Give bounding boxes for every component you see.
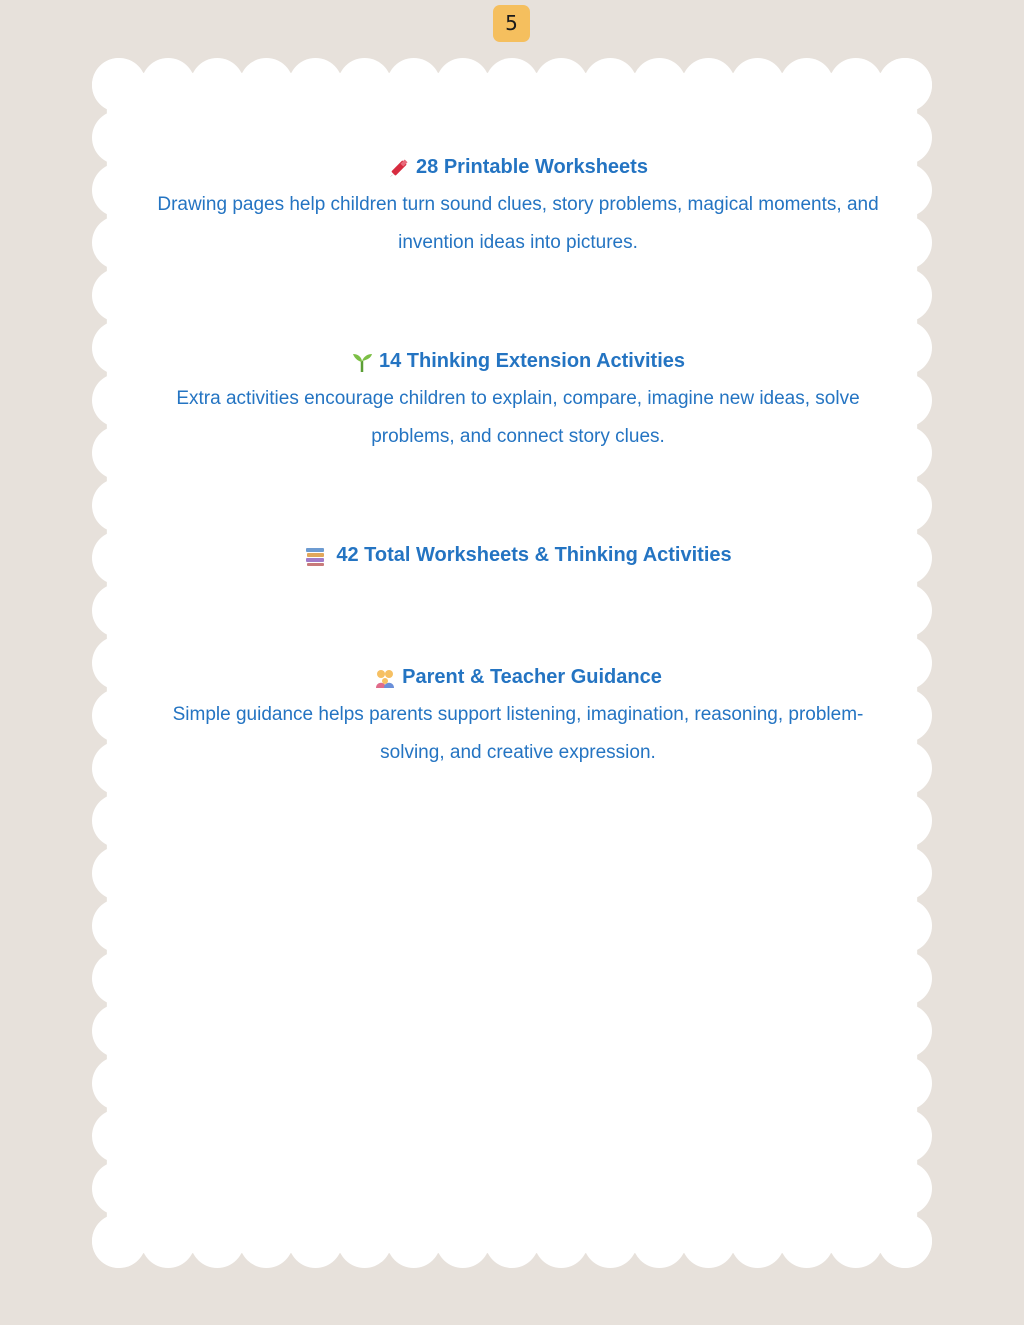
feature-title-text: 14 Thinking Extension Activities — [379, 350, 685, 372]
feature-title — [150, 538, 886, 572]
feature-description: Simple guidance helps parents support listening, imagination, reasoning, problem-solving, and creative expression. — [172, 704, 864, 763]
books-icon — [304, 544, 326, 566]
feature-title — [150, 344, 886, 378]
page-number-badge: 5 — [493, 5, 530, 42]
feature-title — [150, 150, 886, 184]
feature-title-text: Parent & Teacher Guidance — [402, 666, 662, 688]
feature-guidance — [150, 660, 886, 772]
seedling-icon — [351, 350, 373, 372]
feature-title-text: 28 Printable Worksheets — [416, 156, 648, 178]
feature-printable-worksheets — [150, 150, 886, 262]
feature-list — [150, 150, 886, 854]
family-icon — [374, 666, 396, 688]
feature-thinking-extension — [150, 344, 886, 456]
feature-total-activities — [150, 538, 886, 572]
pencil-icon — [388, 156, 410, 178]
feature-title — [150, 660, 886, 694]
feature-description: Extra activities encourage children to explain, compare, imagine new ideas, solve problems, and connect story clues. — [176, 388, 860, 447]
feature-title-text: 42 Total Worksheets & Thinking Activities — [336, 544, 732, 566]
feature-description: Drawing pages help children turn sound clues, story problems, magical moments, and invention ideas into pictures. — [157, 194, 879, 253]
